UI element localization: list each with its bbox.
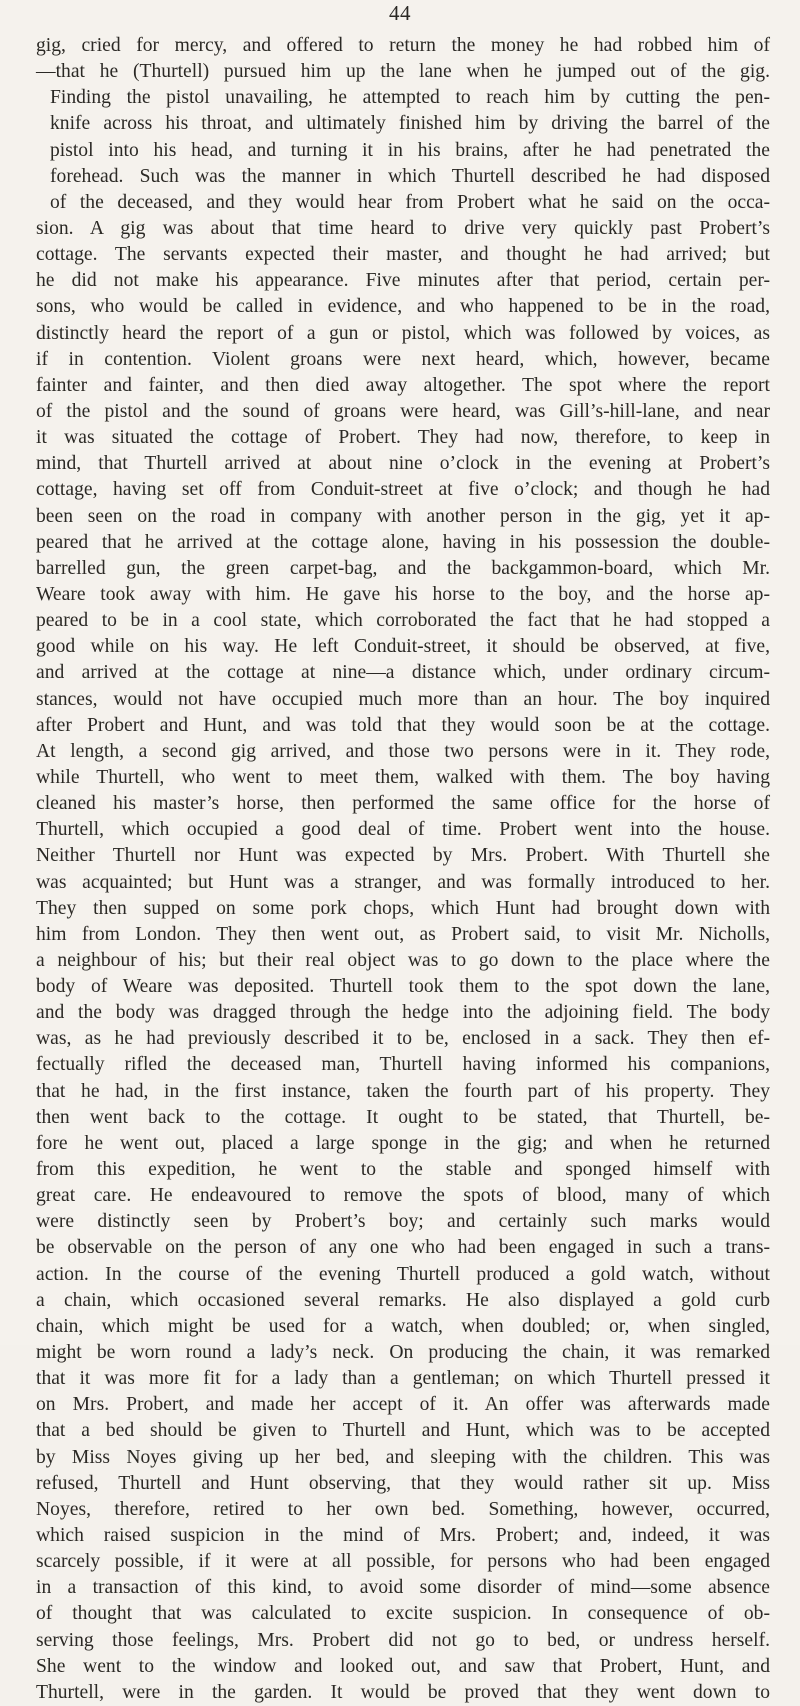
text-line: fore he went out, placed a large sponge in the gig; and when he returned — [36, 1132, 770, 1154]
text-line: —that he (Thurtell) pursued him up the lane when he jumped out of the gig. — [36, 61, 770, 83]
text-line: great care. He endeavoured to remove the spots of blood, many of which — [36, 1185, 770, 1207]
body-text — [36, 33, 770, 1706]
text-line: which raised suspicion in the mind of Mrs. Probert; and, indeed, it was — [36, 1525, 770, 1547]
text-line: cottage. The servants expected their master, and thought he had arrived; but — [36, 244, 770, 266]
text-line: Finding the pistol unavailing, he attempted to reach him by cutting the pen- — [50, 87, 770, 109]
text-line: a neighbour of his; but their real object was to go down to the place where the — [36, 949, 770, 971]
text-line: Neither Thurtell nor Hunt was expected by Mrs. Probert. With Thurtell she — [36, 845, 770, 867]
text-line: after Probert and Hunt, and was told that they would soon be at the cottage. — [36, 714, 770, 736]
text-line: it was situated the cottage of Probert. They had now, therefore, to keep in — [36, 427, 770, 449]
text-line: sion. A gig was about that time heard to drive very quickly past Probert’s — [36, 217, 770, 239]
page-number: 44 — [389, 1, 411, 25]
text-line: he did not make his appearance. Five minutes after that period, certain per- — [36, 270, 770, 292]
text-line: fainter and fainter, and then died away altogether. The spot where the report — [36, 374, 770, 396]
text-line: Weare took away with him. He gave his horse to the boy, and the horse ap- — [36, 583, 770, 605]
text-line: of the pistol and the sound of groans were heard, was Gill’s-hill-lane, and near — [36, 400, 770, 422]
text-line: scarcely possible, if it were at all possible, for persons who had been engaged — [36, 1551, 770, 1573]
text-line: body of Weare was deposited. Thurtell took them to the spot down the lane, — [36, 976, 770, 998]
text-line: might be worn round a lady’s neck. On producing the chain, it was remarked — [36, 1342, 770, 1364]
text-line: Thurtell, were in the garden. It would be proved that they went down to — [36, 1681, 770, 1703]
text-line: while Thurtell, who went to meet them, walked with them. The boy having — [36, 766, 770, 788]
text-line: peared to be in a cool state, which corroborated the fact that he had stopped a — [36, 610, 770, 632]
text-line: was acquainted; but Hunt was a stranger, and was formally introduced to her. — [36, 871, 770, 893]
text-line: and the body was dragged through the hedge into the adjoining field. The body — [36, 1002, 770, 1024]
text-line: action. In the course of the evening Thurtell produced a gold watch, without — [36, 1263, 770, 1285]
text-line: cottage, having set off from Conduit-street at five o’clock; and though he had — [36, 479, 770, 501]
text-line: gig, cried for mercy, and offered to return the money he had robbed him of — [36, 35, 770, 56]
text-line: of the deceased, and they would hear from Probert what he said on the occa- — [50, 191, 770, 213]
text-line: mind, that Thurtell arrived at about nine o’clock in the evening at Probert’s — [36, 453, 770, 475]
text-line: on Mrs. Probert, and made her accept of it. An offer was afterwards made — [36, 1394, 770, 1416]
text-line: refused, Thurtell and Hunt observing, that they would rather sit up. Miss — [36, 1472, 770, 1494]
text-line: a chain, which occasioned several remarks. He also displayed a gold curb — [36, 1289, 770, 1311]
text-line: in a transaction of this kind, to avoid some disorder of mind—some absence — [36, 1577, 770, 1599]
text-line: be observable on the person of any one who had been engaged in such a trans- — [36, 1237, 770, 1259]
text-line: sons, who would be called in evidence, and who happened to be in the road, — [36, 296, 770, 318]
text-line: were distinctly seen by Probert’s boy; and certainly such marks would — [36, 1211, 770, 1233]
text-line: forehead. Such was the manner in which Thurtell described he had disposed — [50, 165, 770, 187]
text-line: stances, would not have occupied much more than an hour. The boy inquired — [36, 688, 770, 710]
text-line: barrelled gun, the green carpet-bag, and the backgammon-board, which Mr. — [36, 557, 770, 579]
text-line: fectually rifled the deceased man, Thurtell having informed his companions, — [36, 1054, 770, 1076]
text-line: that he had, in the first instance, taken the fourth part of his property. They — [36, 1080, 770, 1102]
text-line: by Miss Noyes giving up her bed, and sleeping with the children. This was — [36, 1446, 770, 1468]
text-line: distinctly heard the report of a gun or pistol, which was followed by voices, as — [36, 322, 770, 344]
text-line: that a bed should be given to Thurtell and Hunt, which was to be accepted — [36, 1420, 770, 1442]
text-line: They then supped on some pork chops, which Hunt had brought down with — [36, 897, 770, 919]
text-line: then went back to the cottage. It ought to be stated, that Thurtell, be- — [36, 1106, 770, 1128]
text-line: and arrived at the cottage at nine—a distance which, under ordinary circum- — [36, 662, 770, 684]
text-line: was, as he had previously described it to be, enclosed in a sack. They then ef- — [36, 1028, 770, 1050]
text-line: if in contention. Violent groans were next heard, which, however, became — [36, 348, 770, 370]
text-line: She went to the window and looked out, and saw that Probert, Hunt, and — [36, 1655, 770, 1677]
text-line: from this expedition, he went to the stable and sponged himself with — [36, 1159, 770, 1181]
text-line: peared that he arrived at the cottage alone, having in his possession the double- — [36, 531, 770, 553]
text-line: been seen on the road in company with another person in the gig, yet it ap- — [36, 505, 770, 527]
text-line: knife across his throat, and ultimately finished him by driving the barrel of the — [50, 113, 770, 135]
text-line: Noyes, therefore, retired to her own bed. Something, however, occurred, — [36, 1498, 770, 1520]
text-line: that it was more fit for a lady than a gentleman; on which Thurtell pressed it — [36, 1368, 770, 1390]
text-line: pistol into his head, and turning it in his brains, after he had penetrated the — [50, 139, 770, 161]
text-line: chain, which might be used for a watch, when doubled; or, when singled, — [36, 1315, 770, 1337]
text-line: of thought that was calculated to excite suspicion. In consequence of ob- — [36, 1603, 770, 1625]
text-line: him from London. They then went out, as Probert said, to visit Mr. Nicholls, — [36, 923, 770, 945]
text-line: cleaned his master’s horse, then performed the same office for the horse of — [36, 793, 770, 815]
text-line: At length, a second gig arrived, and those two persons were in it. They rode, — [36, 740, 770, 762]
text-line: serving those feelings, Mrs. Probert did not go to bed, or undress herself. — [36, 1629, 770, 1651]
text-line: Thurtell, which occupied a good deal of time. Probert went into the house. — [36, 819, 770, 841]
text-line: good while on his way. He left Conduit-street, it should be observed, at five, — [36, 636, 770, 658]
